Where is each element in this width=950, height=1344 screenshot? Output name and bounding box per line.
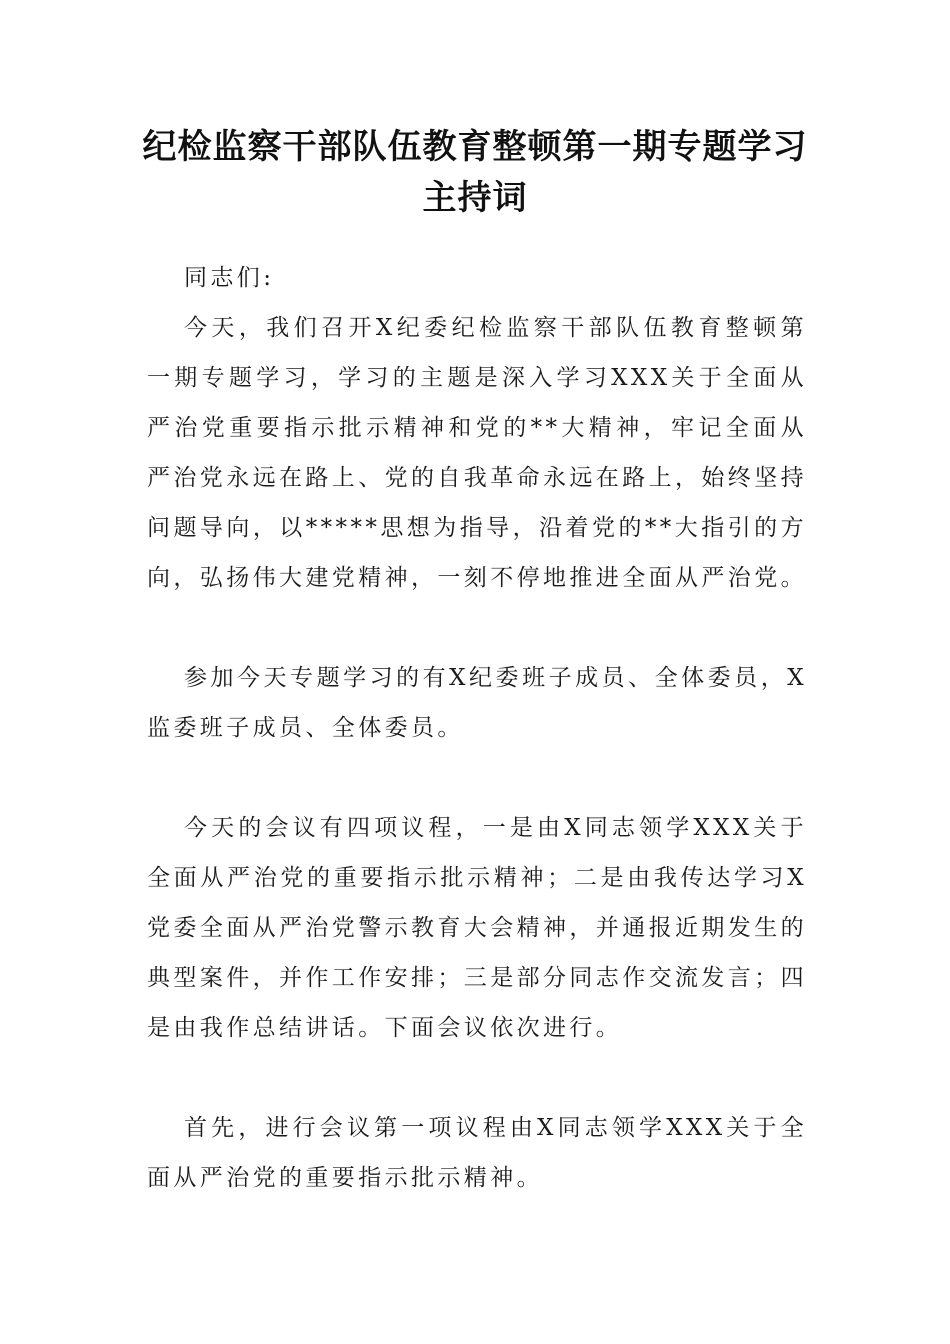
document-body xyxy=(147,253,807,1203)
paragraph-first-item: 首先，进行会议第一项议程由X同志领学XXX关于全面从严治党的重要指示批示精神。 xyxy=(147,1115,807,1191)
paragraph-opening: 今天，我们召开X纪委纪检监察干部队伍教育整顿第一期专题学习，学习的主题是深入学习XXX关于全面从严治党重要指示批示精神和党的**大精神，牢记全面从严治党永远在路上、党的自我革命永远在路上，始终坚持问题导向，以*****思想为指导，沿着党的**大指引的方向，弘扬伟大建党精神，一刻不停地推进全面从严治党。 xyxy=(147,315,807,591)
document-title: 纪检监察干部队伍教育整顿第一期专题学习主持词 xyxy=(142,127,808,218)
paragraph-attendees: 参加今天专题学习的有X纪委班子成员、全体委员，X监委班子成员、全体委员。 xyxy=(147,665,807,741)
paragraph-agenda: 今天的会议有四项议程，一是由X同志领学XXX关于全面从严治党的重要指示批示精神；二是由我传达学习X党委全面从严治党警示教育大会精神，并通报近期发生的典型案件，并作工作安排；三是部分同志作交流发言；四是由我作总结讲话。下面会议依次进行。 xyxy=(147,815,807,1041)
salutation: 同志们: xyxy=(184,265,275,291)
